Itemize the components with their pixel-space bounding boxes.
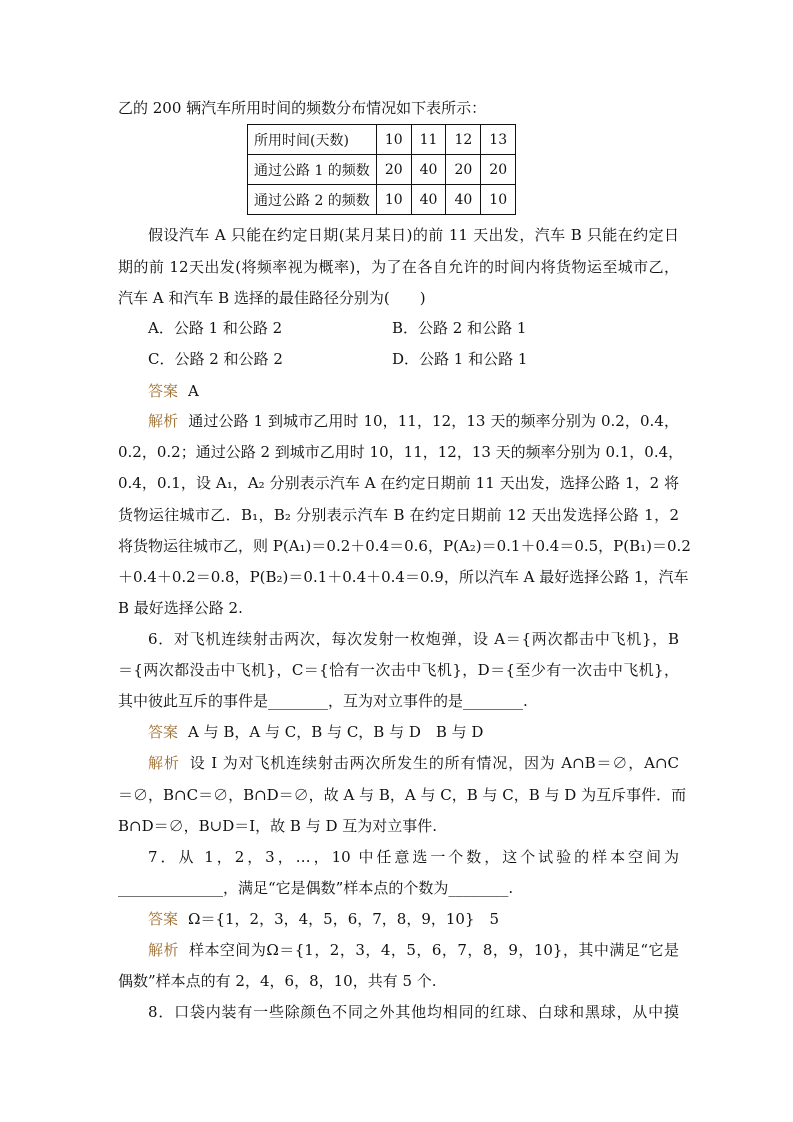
option-c: C．公路 2 和公路 2: [148, 350, 283, 368]
q7-analysis-line: [148, 940, 679, 960]
answer-label: 答案: [148, 723, 179, 741]
frequency-table: [247, 124, 516, 215]
intro-line: 乙的 200 辆汽车所用时间的频数分布情况如下表所示：: [118, 99, 487, 117]
analysis-label: 解析: [148, 754, 180, 772]
q7-line: 7．从 1，2，3，…，10 中任意选一个数，这个试验的样本空间为: [148, 848, 679, 866]
q5-analysis-line: 将货物运往城市乙，则 P(A₁)＝0.2＋0.4＝0.6，P(A₂)＝0.1＋0.4＝0.5，P(B₁)＝0.2: [118, 537, 691, 555]
table-cell: 通过公路 1 的频数: [248, 155, 377, 185]
analysis-text: 设 I 为对飞机连续射击两次所发生的所有情况，因为 A∩B＝∅，A∩C: [189, 754, 679, 772]
answer-label: 答案: [148, 382, 179, 400]
table-cell: 20: [376, 155, 411, 185]
option-d: D．公路 1 和公路 1: [392, 350, 528, 368]
answer-text: Ω＝{1，2，3，4，5，6，7，8，9，10} 5: [188, 910, 500, 928]
table-cell: 10: [481, 185, 516, 215]
q5-line: 期的前 12天出发(将频率视为概率)，为了在各自允许的时间内将货物运至城市乙，: [118, 258, 679, 276]
q5-analysis-line: ＋0.4＋0.2＝0.8，P(B₂)＝0.1＋0.4＋0.4＝0.9，所以汽车 A 最好选择公路 1，汽车: [118, 568, 689, 586]
analysis-text: 样本空间为Ω＝{1，2，3，4，5，6，7，8，9，10}，其中满足“它是: [188, 941, 679, 959]
option-a: A．公路 1 和公路 2: [148, 319, 283, 337]
table-header-row: [248, 125, 516, 155]
table-row: [248, 155, 516, 185]
q6-analysis-line: B∩D＝∅，B∪D＝I，故 B 与 D 互为对立事件.: [118, 817, 438, 835]
answer-text: A: [188, 382, 199, 400]
q5-analysis-line: B 最好选择公路 2.: [118, 599, 243, 617]
table-cell: 20: [481, 155, 516, 185]
table-cell: 40: [411, 155, 446, 185]
table-cell: 40: [446, 185, 481, 215]
analysis-text: 通过公路 1 到城市乙用时 10，11，12，13 天的频率分别为 0.2，0.4，: [188, 412, 679, 430]
option-b: B．公路 2 和公路 1: [392, 319, 527, 337]
answer-text: A 与 B，A 与 C，B 与 C，B 与 D B 与 D: [188, 723, 484, 741]
q5-line: 假设汽车 A 只能在约定日期(某月某日)的前 11 天出发，汽车 B 只能在约定日: [148, 226, 679, 244]
q5-analysis-line: 0.2，0.2；通过公路 2 到城市乙用时 10，11，12，13 天的频率分别为 0.1，0.4，: [118, 443, 684, 461]
table-cell: 10: [376, 125, 411, 155]
answer-label: 答案: [148, 910, 179, 928]
q6-analysis-line: [148, 753, 679, 773]
q5-analysis-line: [148, 411, 679, 431]
table-cell: 10: [376, 185, 411, 215]
q6-analysis-line: ＝∅，B∩C＝∅，B∩D＝∅，故 A 与 B，A 与 C，B 与 C，B 与 D 为互斥事件．而: [118, 786, 687, 804]
table-cell: 11: [411, 125, 446, 155]
q5-analysis-line: 0.4，0.1，设 A₁，A₂ 分别表示汽车 A 在约定日期前 11 天出发，选择公路 1，2 将: [118, 474, 679, 492]
table-cell: 通过公路 2 的频数: [248, 185, 377, 215]
table-cell: 13: [481, 125, 516, 155]
q8-line: 8．口袋内装有一些除颜色不同之外其他均相同的红球、白球和黑球，从中摸: [148, 1003, 679, 1021]
analysis-label: 解析: [148, 941, 179, 959]
q5-analysis-line: 货物运往城市乙．B₁，B₂ 分别表示汽车 B 在约定日期前 12 天出发选择公路 1，2: [118, 506, 679, 524]
q6-line: ＝{两次都没击中飞机}，C＝{恰有一次击中飞机}，D＝{至少有一次击中飞机}，: [118, 661, 679, 679]
analysis-label: 解析: [148, 412, 179, 430]
q6-line: 其中彼此互斥的事件是________，互为对立事件的是________.: [118, 692, 528, 710]
q7-line: ______________，满足“它是偶数”样本点的个数为________.: [118, 879, 514, 897]
table-cell: 20: [446, 155, 481, 185]
q7-answer: [148, 909, 499, 929]
q6-line: 6．对飞机连续射击两次，每次发射一枚炮弹，设 A＝{两次都击中飞机}，B: [148, 630, 679, 648]
table-cell: 40: [411, 185, 446, 215]
table-cell: 12: [446, 125, 481, 155]
q5-answer: [148, 381, 199, 401]
table-cell: 所用时间(天数): [248, 125, 377, 155]
q5-line: 汽车 A 和汽车 B 选择的最佳路径分别为( ): [118, 289, 426, 307]
q7-analysis-line: 偶数”样本点的有 2，4，6，8，10，共有 5 个.: [118, 972, 437, 990]
q6-answer: [148, 722, 483, 742]
table-row: [248, 185, 516, 215]
